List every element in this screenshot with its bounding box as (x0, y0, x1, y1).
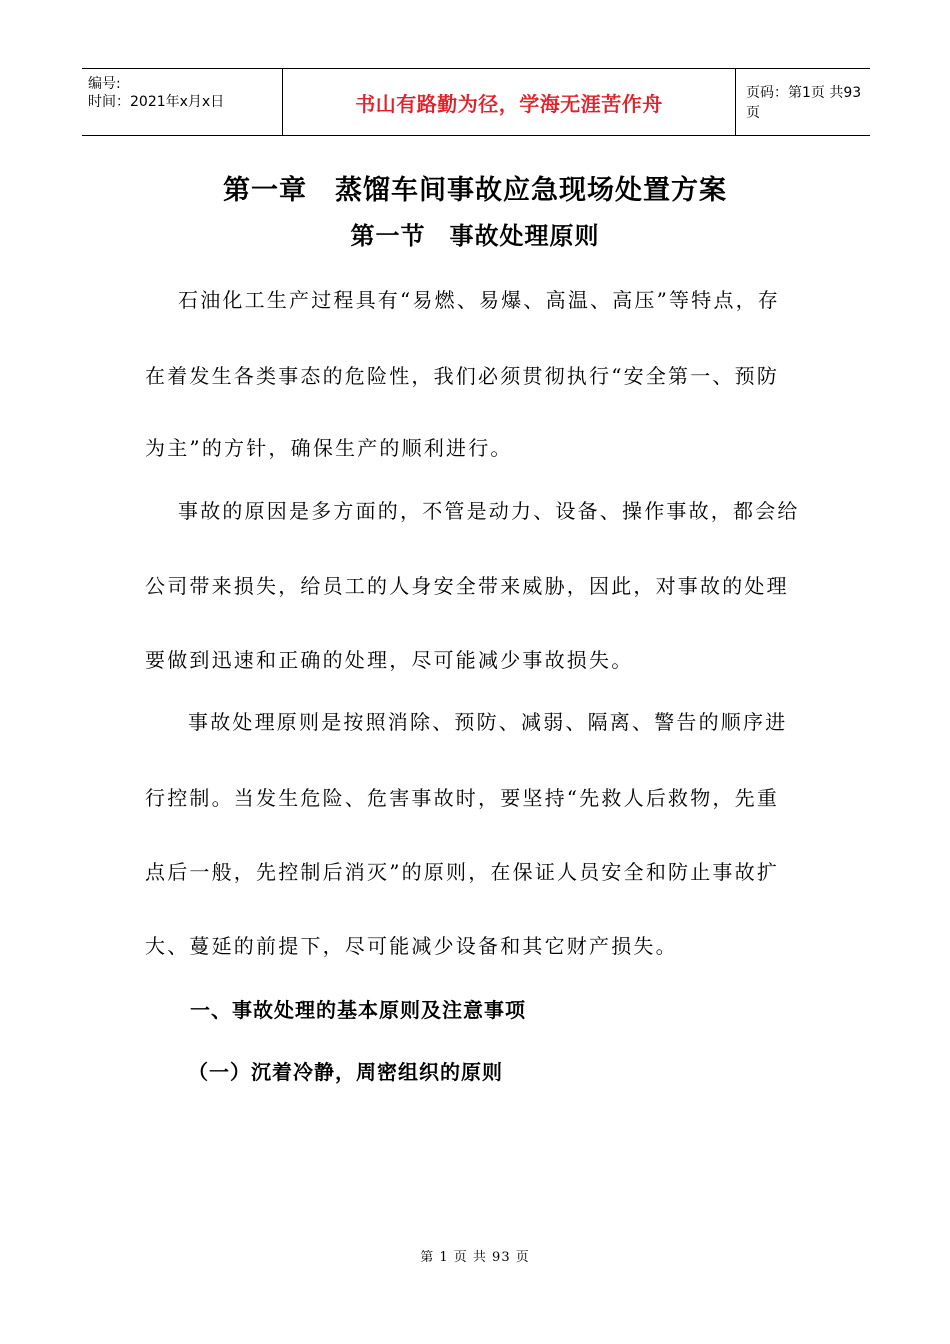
document-number-label: 编号: (88, 76, 121, 92)
paragraph-line: 事故的原因是多方面的，不管是动力、设备、操作事故，都会给 (178, 499, 800, 523)
page-footer: 第 1 页 共 93 页 (420, 1250, 530, 1265)
paragraph-line: 行控制。当发生危险、危害事故时，要坚持“先救人后救物，先重 (145, 786, 780, 810)
header-meta-cell (82, 69, 282, 135)
chapter-name: 蒸馏车间事故应急现场处置方案 (335, 175, 727, 206)
section-title (0, 216, 950, 251)
header-page-info: 页码：第1页 共93页 (746, 85, 862, 121)
subsection-heading: 一、事故处理的基本原则及注意事项 (190, 998, 526, 1022)
paragraph-line: 事故处理原则是按照消除、预防、减弱、隔离、警告的顺序进 (188, 710, 788, 734)
page-header (82, 68, 870, 136)
header-motto: 书山有路勤为径，学海无涯苦作舟 (355, 91, 663, 116)
sub-subsection-heading: （一）沉着冷静，周密组织的原则 (188, 1060, 503, 1084)
paragraph-line: 大、蔓延的前提下，尽可能减少设备和其它财产损失。 (145, 934, 678, 958)
document-time-label: 时间：2021年x月x日 (88, 94, 225, 110)
paragraph-line: 为主”的方针，确保生产的顺利进行。 (145, 436, 513, 460)
section-number: 第一节 (350, 221, 426, 250)
chapter-title (0, 168, 950, 207)
section-name: 事故处理原则 (449, 221, 600, 250)
paragraph-line: 点后一般，先控制后消灭”的原则，在保证人员安全和防止事故扩 (145, 860, 780, 884)
header-motto-cell (282, 69, 736, 135)
paragraph-line: 公司带来损失，给员工的人身安全带来威胁，因此，对事故的处理 (145, 574, 789, 598)
chapter-number: 第一章 (223, 175, 307, 206)
paragraph-line: 在着发生各类事态的危险性，我们必须贯彻执行“安全第一、预防 (145, 364, 780, 388)
header-page-cell (736, 69, 870, 135)
paragraph-line: 要做到迅速和正确的处理，尽可能减少事故损失。 (145, 648, 634, 672)
paragraph-line: 石油化工生产过程具有“易燃、易爆、高温、高压”等特点，存 (178, 288, 781, 312)
